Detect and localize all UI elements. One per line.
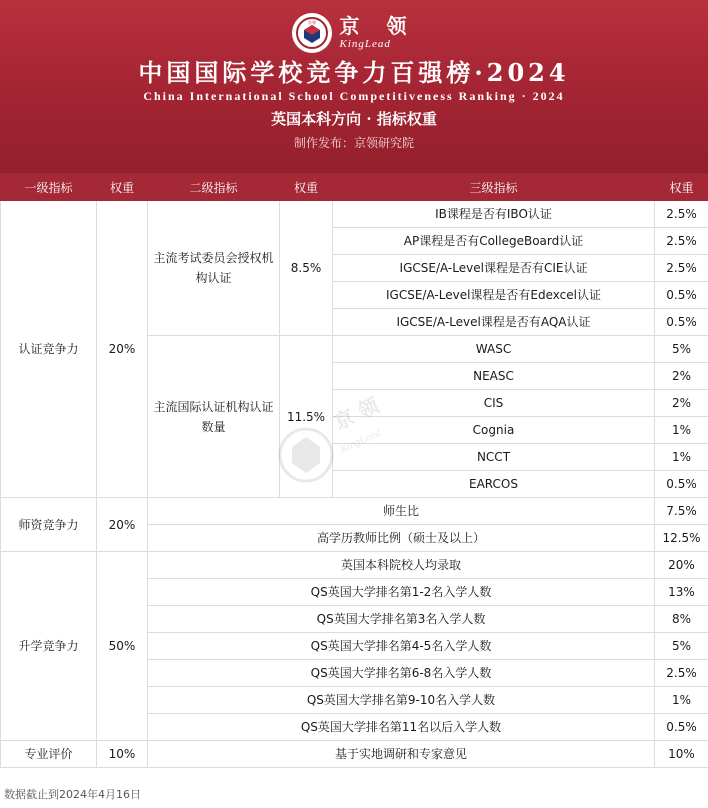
level1-weight: 20% [97, 201, 148, 498]
level1-name: 升学竞争力 [1, 552, 97, 741]
data-cutoff-note: 数据截止到2024年4月16日 [4, 788, 141, 801]
svg-text:京领: 京领 [307, 20, 316, 25]
level3-name: 基于实地调研和专家意见 [148, 741, 655, 768]
level3-weight: 8% [655, 606, 708, 633]
level3-name: NEASC [333, 363, 655, 390]
level3-name: QS英国大学排名第6-8名入学人数 [148, 660, 655, 687]
level3-name: QS英国大学排名第11名以后入学人数 [148, 714, 655, 741]
level3-weight: 2.5% [655, 201, 708, 228]
logo [0, 10, 708, 56]
level3-weight: 1% [655, 444, 708, 471]
level3-name: IGCSE/A-Level课程是否有Edexcel认证 [333, 282, 655, 309]
level2-weight: 8.5% [280, 201, 333, 336]
level3-weight: 0.5% [655, 309, 708, 336]
level1-weight: 20% [97, 498, 148, 552]
level2-weight: 11.5% [280, 336, 333, 498]
col-header-level2: 二级指标 [148, 174, 280, 201]
level3-weight: 1% [655, 417, 708, 444]
svg-text:KingLead: KingLead [338, 426, 383, 456]
col-header-weight3: 权重 [655, 174, 708, 201]
col-header-weight1: 权重 [97, 174, 148, 201]
table-row [1, 741, 708, 768]
level3-name: NCCT [333, 444, 655, 471]
col-header-level1: 一级指标 [1, 174, 97, 201]
table-row [1, 498, 708, 525]
table-row [1, 201, 708, 228]
level3-weight: 2% [655, 363, 708, 390]
level3-name: 英国本科院校人均录取 [148, 552, 655, 579]
level3-name: Cognia [333, 417, 655, 444]
weights-table-container [0, 173, 708, 768]
col-header-weight2: 权重 [280, 174, 333, 201]
col-header-level3: 三级指标 [333, 174, 655, 201]
level3-name: IGCSE/A-Level课程是否有CIE认证 [333, 255, 655, 282]
kinglead-logo-icon [292, 13, 332, 53]
level3-name: AP课程是否有CollegeBoard认证 [333, 228, 655, 255]
level2-name: 主流国际认证机构认证数量 [148, 336, 280, 498]
table-header-row [1, 174, 708, 201]
level3-weight: 0.5% [655, 282, 708, 309]
level3-weight: 13% [655, 579, 708, 606]
level1-weight: 10% [97, 741, 148, 768]
level3-name: 高学历教师比例（硕士及以上） [148, 525, 655, 552]
level3-weight: 1% [655, 687, 708, 714]
level3-weight: 10% [655, 741, 708, 768]
level3-name: 师生比 [148, 498, 655, 525]
level3-name: IGCSE/A-Level课程是否有AQA认证 [333, 309, 655, 336]
level3-weight: 5% [655, 336, 708, 363]
level3-weight: 2.5% [655, 228, 708, 255]
level3-name: QS英国大学排名第9-10名入学人数 [148, 687, 655, 714]
level1-name: 专业评价 [1, 741, 97, 768]
header-banner [0, 0, 708, 173]
level1-name: 认证竞争力 [1, 201, 97, 498]
page-subtitle: 英国本科方向 · 指标权重 [271, 110, 437, 128]
logo-chinese-name: 京 领 [339, 14, 417, 38]
level1-name: 师资竞争力 [1, 498, 97, 552]
level3-weight: 20% [655, 552, 708, 579]
level3-weight: 2% [655, 390, 708, 417]
page-title-english: China International School Competitiveness Ranking · 2024 [143, 89, 565, 103]
level3-weight: 7.5% [655, 498, 708, 525]
logo-english-name: KingLead [339, 38, 391, 50]
level3-name: QS英国大学排名第4-5名入学人数 [148, 633, 655, 660]
table-row [1, 552, 708, 579]
level2-name: 主流考试委员会授权机构认证 [148, 201, 280, 336]
level3-weight: 12.5% [655, 525, 708, 552]
level3-name: IB课程是否有IBO认证 [333, 201, 655, 228]
level3-name: QS英国大学排名第1-2名入学人数 [148, 579, 655, 606]
level3-weight: 2.5% [655, 255, 708, 282]
level3-weight: 0.5% [655, 471, 708, 498]
level3-name: WASC [333, 336, 655, 363]
level1-weight: 50% [97, 552, 148, 741]
page-title: 中国国际学校竞争力百强榜·2024 [138, 58, 570, 87]
weights-table [0, 173, 708, 768]
level3-weight: 0.5% [655, 714, 708, 741]
level3-name: EARCOS [333, 471, 655, 498]
level3-name: CIS [333, 390, 655, 417]
level3-weight: 5% [655, 633, 708, 660]
level3-weight: 2.5% [655, 660, 708, 687]
svg-text:京 领: 京 领 [329, 392, 383, 435]
publisher-line: 制作发布：京领研究院 [293, 136, 414, 150]
level3-name: QS英国大学排名第3名入学人数 [148, 606, 655, 633]
